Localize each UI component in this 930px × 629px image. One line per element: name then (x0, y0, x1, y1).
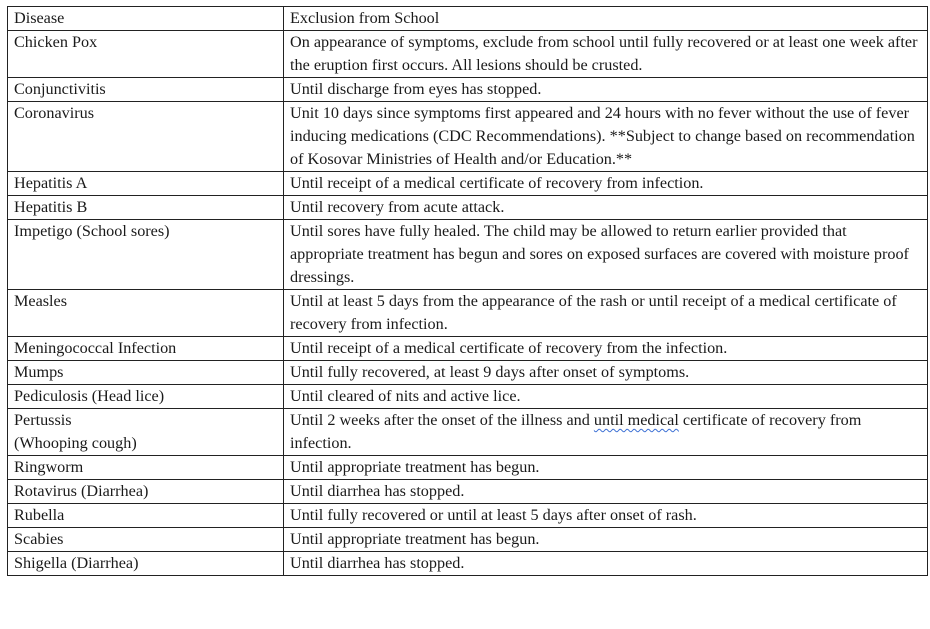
disease-cell: Ringworm (8, 456, 284, 480)
table-row (8, 102, 928, 172)
exclusion-cell (284, 409, 928, 456)
table-row (8, 78, 928, 102)
disease-cell: Pediculosis (Head lice) (8, 385, 284, 409)
table-row (8, 31, 928, 78)
disease-cell: Chicken Pox (8, 31, 284, 78)
disease-cell: Rubella (8, 504, 284, 528)
disease-cell: Rotavirus (Diarrhea) (8, 480, 284, 504)
exclusion-text: Until 2 weeks after the onset of the illness and (290, 411, 594, 429)
table-row (8, 528, 928, 552)
table-row (8, 196, 928, 220)
table-row (8, 480, 928, 504)
exclusion-cell: Unit 10 days since symptoms first appeared and 24 hours with no fever without the use of fever inducing medications (CDC Recommendations). **Subject to change based on recommendation of Kosovar Ministries of Health and/or Education.** (284, 102, 928, 172)
disease-cell: Conjunctivitis (8, 78, 284, 102)
table-row (8, 220, 928, 290)
disease-cell: Shigella (Diarrhea) (8, 552, 284, 576)
exclusion-cell: Until fully recovered, at least 9 days after onset of symptoms. (284, 361, 928, 385)
disease-cell: Coronavirus (8, 102, 284, 172)
exclusion-cell: Until diarrhea has stopped. (284, 480, 928, 504)
table-row (8, 290, 928, 337)
exclusion-cell: Until appropriate treatment has begun. (284, 456, 928, 480)
exclusion-cell: Until sores have fully healed. The child may be allowed to return earlier provided that appropriate treatment has begun and sores on exposed surfaces are covered with moisture proof dressings. (284, 220, 928, 290)
table-row (8, 337, 928, 361)
disease-cell: Hepatitis A (8, 172, 284, 196)
table-row (8, 456, 928, 480)
exclusion-cell: Until receipt of a medical certificate of recovery from infection. (284, 172, 928, 196)
exclusion-text: certificate of recovery from infection. (290, 411, 862, 452)
exclusion-cell: Until fully recovered or until at least 5 days after onset of rash. (284, 504, 928, 528)
table-row (8, 409, 928, 456)
disease-cell: Scabies (8, 528, 284, 552)
table-row (8, 385, 928, 409)
disease-cell: Measles (8, 290, 284, 337)
disease-cell: Mumps (8, 361, 284, 385)
disease-cell: Meningococcal Infection (8, 337, 284, 361)
table-row (8, 361, 928, 385)
disease-cell: Pertussis (Whooping cough) (8, 409, 284, 456)
table-row (8, 504, 928, 528)
table-header-row (8, 7, 928, 31)
exclusion-cell: Until recovery from acute attack. (284, 196, 928, 220)
exclusion-cell: Until cleared of nits and active lice. (284, 385, 928, 409)
spellcheck-flagged-text[interactable]: until medical (593, 411, 679, 429)
table-row (8, 552, 928, 576)
disease-cell: Impetigo (School sores) (8, 220, 284, 290)
exclusion-cell: Until appropriate treatment has begun. (284, 528, 928, 552)
header-disease: Disease (8, 7, 284, 31)
table-row (8, 172, 928, 196)
exclusion-cell: Until at least 5 days from the appearance of the rash or until receipt of a medical certificate of recovery from infection. (284, 290, 928, 337)
exclusion-cell: Until receipt of a medical certificate of recovery from the infection. (284, 337, 928, 361)
exclusion-cell: On appearance of symptoms, exclude from school until fully recovered or at least one week after the eruption first occurs. All lesions should be crusted. (284, 31, 928, 78)
disease-exclusion-table (7, 6, 928, 576)
header-exclusion: Exclusion from School (284, 7, 928, 31)
exclusion-cell: Until diarrhea has stopped. (284, 552, 928, 576)
exclusion-cell: Until discharge from eyes has stopped. (284, 78, 928, 102)
disease-cell: Hepatitis B (8, 196, 284, 220)
